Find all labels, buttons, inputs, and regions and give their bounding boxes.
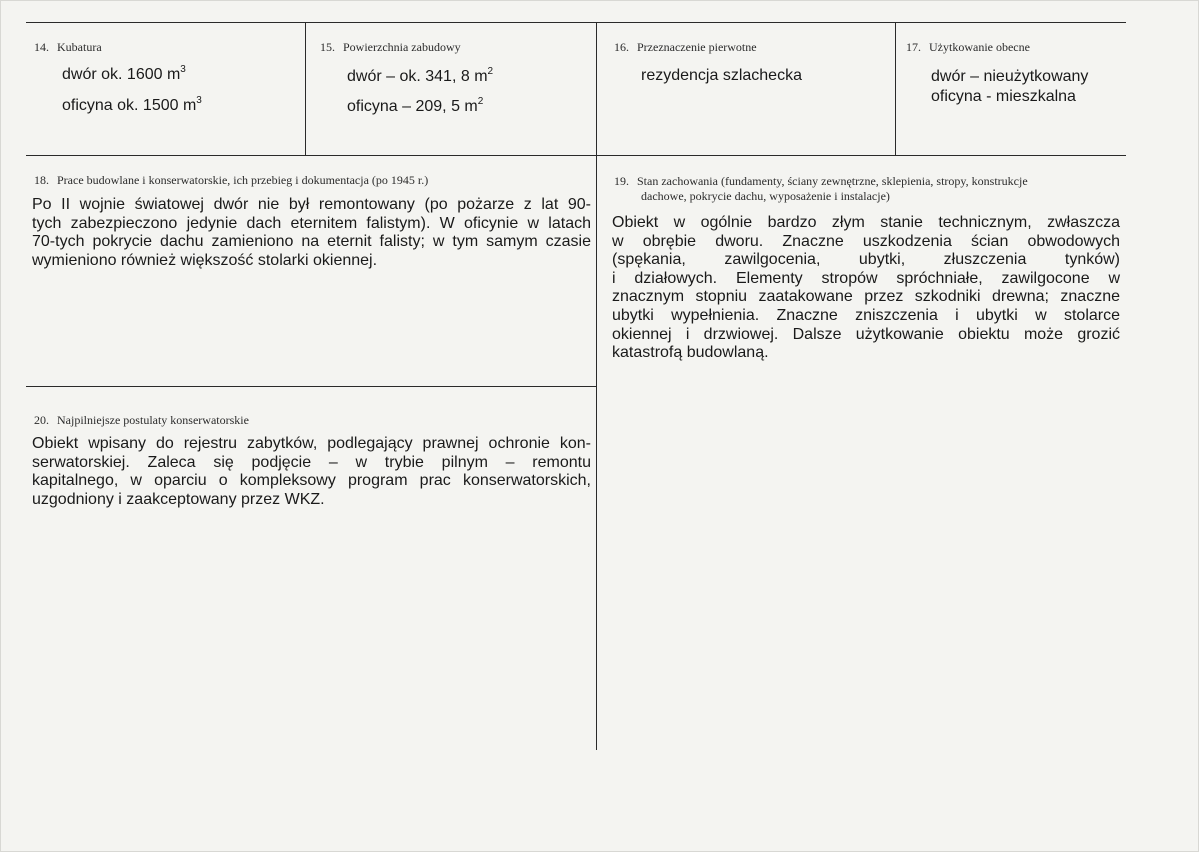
field-14-value-2 <box>62 96 202 116</box>
field-14-number: 14. <box>34 40 49 54</box>
field-20-title: Najpilniejsze postulaty konserwatorskie <box>57 413 249 427</box>
field-15-title: Powierzchnia zabudowy <box>343 40 461 54</box>
field-17-title: Użytkowanie obecne <box>929 40 1030 54</box>
field-20-label <box>34 413 249 428</box>
field-19-line-5: znacznym stopniu zaatakowane przez szkodniki drewna; znaczne <box>612 288 1120 306</box>
field-16-number: 16. <box>614 40 629 54</box>
field-17-value-1-text: dwór – nieużytkowany <box>931 68 1089 85</box>
field-19-line-8: katastrofą budowlaną. <box>612 344 769 362</box>
divider-14-15 <box>305 22 306 156</box>
field-18-label <box>34 173 428 188</box>
divider-15-16 <box>596 22 597 750</box>
field-19-number: 19. <box>614 174 629 188</box>
field-20-text <box>32 435 591 509</box>
field-18-line-3: 70-tych pokrycie dachu zamieniono na eternit falisty; w tym samym czasie <box>32 233 591 251</box>
field-14-value-1 <box>62 65 186 85</box>
field-19-line-4: i działowych. Elementy stropów spróchniałe, zawilgocone w <box>612 269 1120 287</box>
field-15-number: 15. <box>320 40 335 54</box>
field-19-title-line-2: dachowe, pokrycie dachu, wyposażenie i instalacje) <box>641 189 890 203</box>
field-19-text <box>612 214 1120 363</box>
field-16-title: Przeznaczenie pierwotne <box>637 40 757 54</box>
field-15-label <box>320 40 461 55</box>
field-19-line-2: w obrębie dworu. Znaczne uszkodzenia ścian obwodowych <box>612 232 1120 250</box>
field-17-label <box>906 40 1030 55</box>
field-19-line-3: (spękania, zawilgocenia, ubytki, złuszczenia tynków) <box>612 251 1120 269</box>
field-14-label <box>34 40 102 55</box>
form-top-border <box>26 22 1126 23</box>
field-18-title: Prace budowlane i konserwatorskie, ich przebieg i dokumentacja (po 1945 r.) <box>57 173 429 187</box>
field-19-line-7: okiennej i drzwiowej. Dalsze użytkowanie obiektu może grozić <box>612 325 1120 343</box>
form-row1-bottom-border <box>26 155 1126 156</box>
field-19-line-1: Obiekt w ogólnie bardzo złym stanie technicznym, zwłaszcza <box>612 214 1120 231</box>
field-15-value-2-sup: 2 <box>477 95 484 107</box>
field-19-line-6: ubytki wypełnienia. Znaczne zniszczenia i ubytki w stolarce <box>612 306 1120 324</box>
field-17-value-2-text: oficyna - mieszkalna <box>931 88 1076 105</box>
field-14-value-2-sup: 3 <box>196 94 202 106</box>
field-16-label <box>614 40 757 55</box>
field-14-value-2-text: oficyna ok. 1500 m <box>62 97 197 114</box>
field-15-value-2 <box>347 97 483 117</box>
field-15-value-1-sup: 2 <box>487 65 494 77</box>
field-20-line-2: serwatorskiej. Zaleca się podjęcie – w trybie pilnym – remontu <box>32 453 591 471</box>
field-19-label <box>614 174 1028 189</box>
field-16-value-1 <box>641 66 802 86</box>
field-20-line-4: uzgodniony i zaakceptowany przez WKZ. <box>32 490 325 508</box>
field-20-number: 20. <box>34 413 49 427</box>
field-18-number: 18. <box>34 173 49 187</box>
field-15-value-2-text: oficyna – 209, 5 m <box>347 98 478 115</box>
field-15-value-1-text: dwór – ok. 341, 8 m <box>347 68 488 85</box>
form-field18-bottom-border <box>26 386 596 387</box>
field-14-value-1-text: dwór ok. 1600 m <box>62 66 181 83</box>
field-14-value-1-sup: 3 <box>180 63 186 75</box>
field-19-label-cont <box>641 189 890 204</box>
field-17-value-2 <box>931 87 1076 107</box>
field-20-line-1: Obiekt wpisany do rejestru zabytków, podlegający prawnej ochronie kon- <box>32 435 591 452</box>
field-18-text <box>32 196 591 270</box>
field-17-number: 17. <box>906 40 921 54</box>
field-20-line-3: kapitalnego, w oparciu o kompleksowy program prac konserwatorskich, <box>32 472 591 490</box>
field-17-value-1 <box>931 67 1088 87</box>
field-14-title: Kubatura <box>57 40 102 54</box>
field-15-value-1 <box>347 67 493 87</box>
field-19-title-line-1: Stan zachowania (fundamenty, ściany zewnętrzne, sklepienia, stropy, konstrukcje <box>637 174 1028 188</box>
field-18-line-4: wymieniono również większość stolarki okiennej. <box>32 251 378 269</box>
field-16-value-1-text: rezydencja szlachecka <box>641 67 802 84</box>
field-18-line-2: tych zabezpieczono jedynie dach eternitem falistym). W oficynie w latach <box>32 214 591 232</box>
divider-16-17 <box>895 22 896 156</box>
field-18-line-1: Po II wojnie światowej dwór nie był remontowany (po pożarze z lat 90- <box>32 196 591 213</box>
